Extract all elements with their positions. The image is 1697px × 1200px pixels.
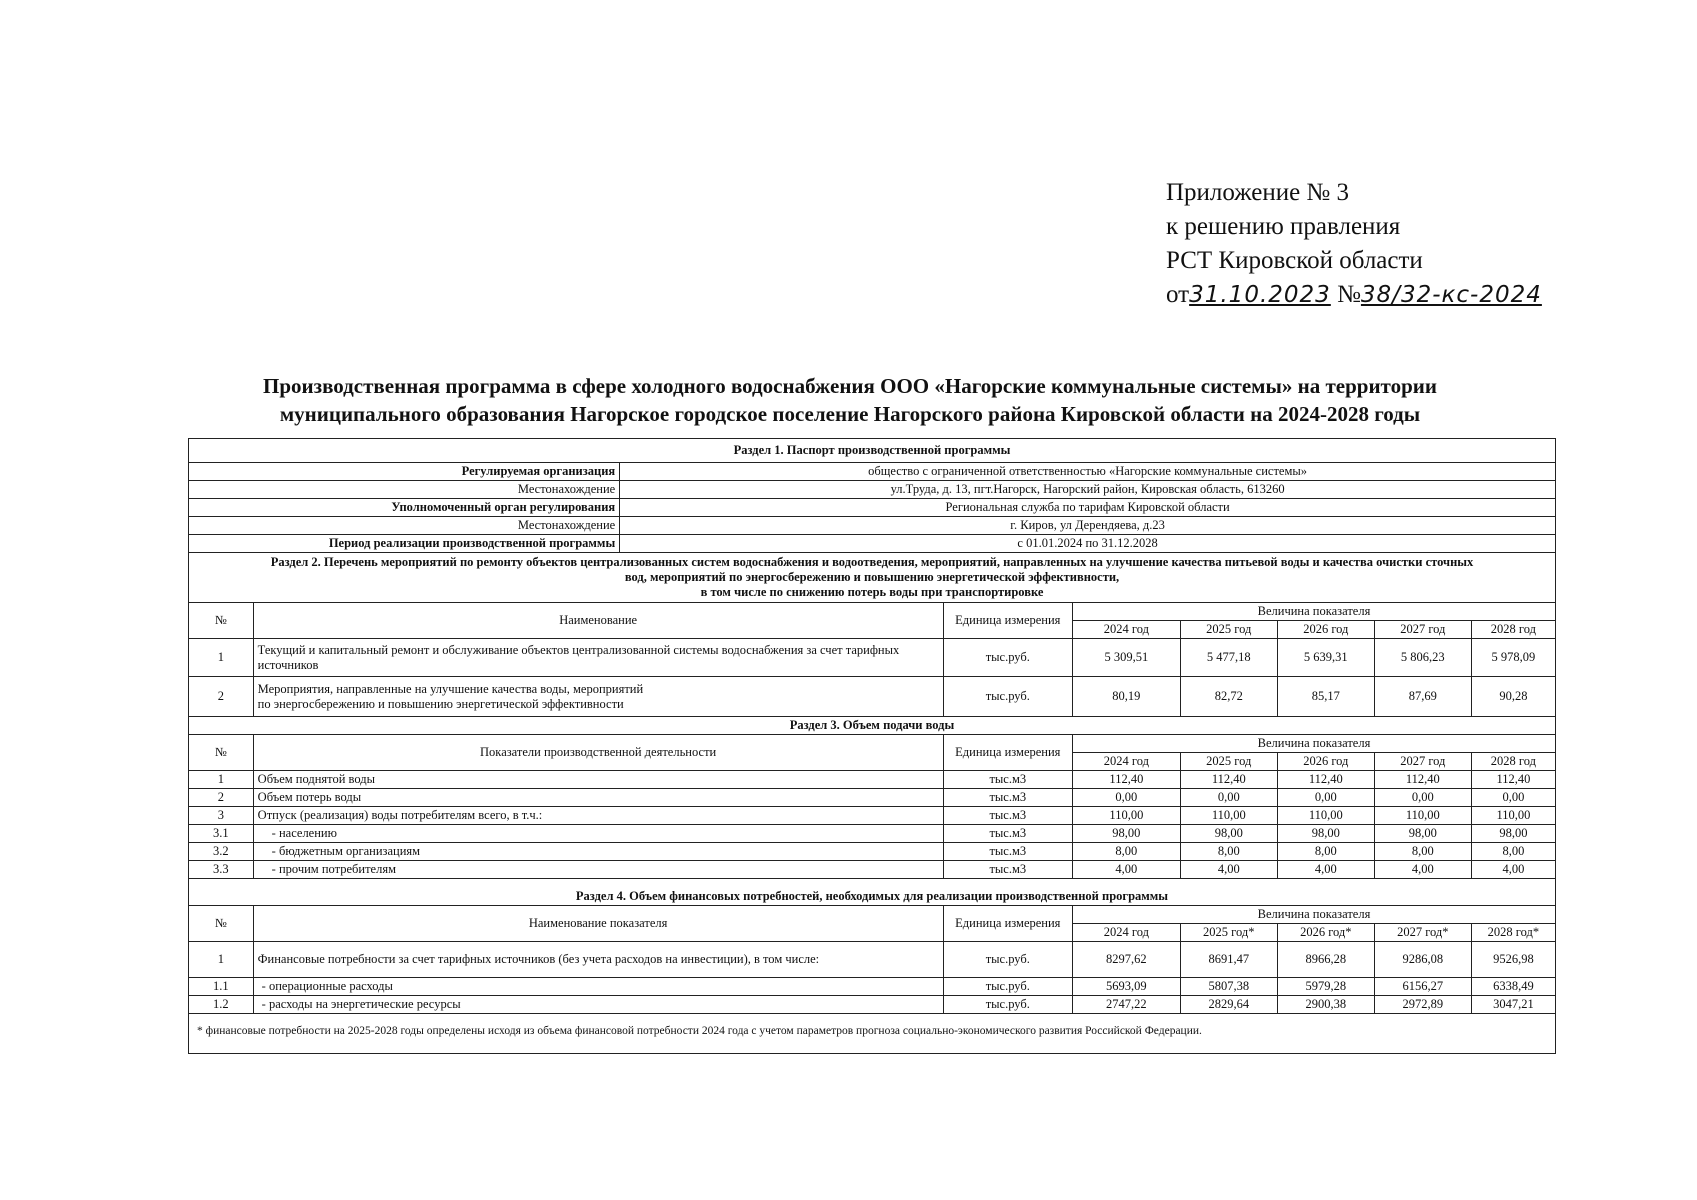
year-header: 2025 год: [1180, 621, 1277, 639]
row-value: 4,00: [1471, 861, 1555, 879]
year-header: 2026 год*: [1277, 924, 1374, 942]
row-value: 110,00: [1072, 807, 1180, 825]
row-no: 1: [189, 942, 254, 978]
col-value: Величина показателя: [1072, 906, 1555, 924]
col-no: №: [189, 603, 254, 639]
table-row: [189, 807, 1556, 825]
row-name: Объем поднятой воды: [253, 771, 943, 789]
row-unit: тыс.м3: [943, 825, 1072, 843]
row-value: 5 309,51: [1072, 639, 1180, 677]
row-value: 85,17: [1277, 677, 1374, 717]
row-value: 0,00: [1471, 789, 1555, 807]
year-header: 2027 год: [1374, 753, 1471, 771]
passport-label: Местонахождение: [189, 481, 620, 499]
section2-header-row: [189, 603, 1556, 621]
row-value: 98,00: [1374, 825, 1471, 843]
appendix-authority: РСТ Кировской области: [1166, 247, 1423, 274]
row-unit: тыс.руб.: [943, 996, 1072, 1014]
section2-heading-line2: вод, мероприятий по энергосбережению и повышению энергетической эффективности,: [624, 570, 1120, 584]
table-row: [189, 639, 1556, 677]
title-line-2: муниципального образования Нагорское городское поселение Нагорского района Кировской области на 2024-2028 годы: [279, 402, 1421, 426]
row-value: 98,00: [1277, 825, 1374, 843]
section4-header-row: [189, 906, 1556, 924]
row-name: Объем потерь воды: [253, 789, 943, 807]
row-value: 0,00: [1072, 789, 1180, 807]
passport-row: [189, 499, 1556, 517]
row-unit: тыс.м3: [943, 789, 1072, 807]
section2-heading-line1: Раздел 2. Перечень мероприятий по ремонту объектов централизованных систем водоснабжения и водоотведения, мероприятий, направленных на улучшение качества питьевой воды и качества очистки сточных: [270, 555, 1474, 569]
year-header: 2028 год*: [1471, 924, 1555, 942]
row-unit: тыс.руб.: [943, 978, 1072, 996]
row-value: 8966,28: [1277, 942, 1374, 978]
row-value: 5693,09: [1072, 978, 1180, 996]
section4-heading-row: [189, 879, 1556, 906]
table-row: [189, 996, 1556, 1014]
title-line-1: Производственная программа в сфере холодного водоснабжения ООО «Нагорские коммунальные системы» на территории: [263, 374, 1437, 398]
row-no: 3.1: [189, 825, 254, 843]
row-value: 87,69: [1374, 677, 1471, 717]
row-value: 2900,38: [1277, 996, 1374, 1014]
section3-heading-row: [189, 717, 1556, 735]
row-value: 6338,49: [1471, 978, 1555, 996]
row-value: 8,00: [1471, 843, 1555, 861]
passport-label: Уполномоченный орган регулирования: [189, 499, 620, 517]
row-value: 8,00: [1072, 843, 1180, 861]
table-row: [189, 978, 1556, 996]
year-header: 2026 год: [1277, 621, 1374, 639]
row-no: 1: [189, 639, 254, 677]
appendix-decision: к решению правления: [1166, 213, 1401, 240]
decision-number: 38/32-кс-2024: [1360, 282, 1542, 308]
row-no: 3.2: [189, 843, 254, 861]
year-header: 2026 год: [1277, 753, 1374, 771]
row-value: 0,00: [1180, 789, 1277, 807]
appendix-number: Приложение № 3: [1166, 179, 1350, 206]
appendix-block: [1166, 176, 1542, 312]
row-value: 4,00: [1277, 861, 1374, 879]
row-name: Отпуск (реализация) воды потребителям всего, в т.ч.:: [253, 807, 943, 825]
row-no: 3.3: [189, 861, 254, 879]
row-value: 6156,27: [1374, 978, 1471, 996]
passport-row: [189, 535, 1556, 553]
row-unit: тыс.м3: [943, 843, 1072, 861]
row-value: 0,00: [1374, 789, 1471, 807]
row-name: - бюджетным организациям: [253, 843, 943, 861]
row-value: 2829,64: [1180, 996, 1277, 1014]
section2-heading: [189, 553, 1556, 603]
row-value: 5 806,23: [1374, 639, 1471, 677]
row-value: 5 639,31: [1277, 639, 1374, 677]
decision-date: 31.10.2023: [1189, 282, 1331, 308]
row-name: - операционные расходы: [253, 978, 943, 996]
row-value: 4,00: [1072, 861, 1180, 879]
row-value: 8297,62: [1072, 942, 1180, 978]
table-row: [189, 825, 1556, 843]
year-header: 2028 год: [1471, 621, 1555, 639]
table-row: [189, 942, 1556, 978]
row-no: 1: [189, 771, 254, 789]
passport-value: общество с ограниченной ответственностью «Нагорские коммунальные системы»: [620, 463, 1556, 481]
document-title: [190, 372, 1510, 428]
year-header: 2027 год: [1374, 621, 1471, 639]
row-value: 2972,89: [1374, 996, 1471, 1014]
row-no: 2: [189, 677, 254, 717]
col-unit: Единица измерения: [943, 906, 1072, 942]
row-value: 112,40: [1180, 771, 1277, 789]
year-header: 2025 год*: [1180, 924, 1277, 942]
section4-heading: Раздел 4. Объем финансовых потребностей, необходимых для реализации производственной программы: [189, 879, 1556, 906]
row-value: 8,00: [1180, 843, 1277, 861]
section1-heading-row: [189, 439, 1556, 463]
section1-heading: Раздел 1. Паспорт производственной программы: [189, 439, 1556, 463]
passport-label: Период реализации производственной программы: [189, 535, 620, 553]
table-row: [189, 843, 1556, 861]
row-value: 5979,28: [1277, 978, 1374, 996]
passport-label: Регулируемая организация: [189, 463, 620, 481]
table-row: [189, 861, 1556, 879]
row-value: 98,00: [1180, 825, 1277, 843]
row-value: 9286,08: [1374, 942, 1471, 978]
program-table: [188, 438, 1556, 1054]
col-unit: Единица измерения: [943, 603, 1072, 639]
row-value: 2747,22: [1072, 996, 1180, 1014]
col-value: Величина показателя: [1072, 735, 1555, 753]
row-value: 0,00: [1277, 789, 1374, 807]
row-value: 110,00: [1277, 807, 1374, 825]
row-value: 4,00: [1374, 861, 1471, 879]
row-value: 112,40: [1471, 771, 1555, 789]
footnote-row: [189, 1014, 1556, 1054]
row-value: 5 477,18: [1180, 639, 1277, 677]
table-row: [189, 789, 1556, 807]
row-value: 8,00: [1277, 843, 1374, 861]
year-header: 2024 год: [1072, 924, 1180, 942]
passport-value: г. Киров, ул Дерендяева, д.23: [620, 517, 1556, 535]
col-no: №: [189, 906, 254, 942]
row-no: 3: [189, 807, 254, 825]
row-value: 8691,47: [1180, 942, 1277, 978]
row-unit: тыс.м3: [943, 861, 1072, 879]
col-name: Наименование: [253, 603, 943, 639]
passport-value: Региональная служба по тарифам Кировской области: [620, 499, 1556, 517]
table-row: [189, 771, 1556, 789]
row-name: Текущий и капитальный ремонт и обслуживание объектов централизованной системы водоснабжения за счет тарифных источников: [253, 639, 943, 677]
row-name: Финансовые потребности за счет тарифных источников (без учета расходов на инвестиции), в том числе:: [253, 942, 943, 978]
passport-row: [189, 463, 1556, 481]
date-prefix: от: [1166, 281, 1190, 308]
row-name-line2: по энергосбережению и повышению энергетической эффективности: [257, 696, 624, 711]
appendix-date-line: [1166, 278, 1542, 312]
col-unit: Единица измерения: [943, 735, 1072, 771]
col-name: Наименование показателя: [253, 906, 943, 942]
section3-heading: Раздел 3. Объем подачи воды: [189, 717, 1556, 735]
row-value: 82,72: [1180, 677, 1277, 717]
row-name: - расходы на энергетические ресурсы: [253, 996, 943, 1014]
row-name: - населению: [253, 825, 943, 843]
row-unit: тыс.м3: [943, 807, 1072, 825]
section2-heading-line3: в том числе по снижению потерь воды при транспортировке: [700, 585, 1044, 599]
number-prefix: №: [1337, 281, 1361, 308]
col-name: Показатели производственной деятельности: [253, 735, 943, 771]
section3-header-row: [189, 735, 1556, 753]
row-no: 2: [189, 789, 254, 807]
row-value: 8,00: [1374, 843, 1471, 861]
row-value: 98,00: [1471, 825, 1555, 843]
row-value: 3047,21: [1471, 996, 1555, 1014]
row-no: 1.1: [189, 978, 254, 996]
row-value: 110,00: [1374, 807, 1471, 825]
row-no: 1.2: [189, 996, 254, 1014]
row-value: 9526,98: [1471, 942, 1555, 978]
row-unit: тыс.руб.: [943, 639, 1072, 677]
row-value: 112,40: [1072, 771, 1180, 789]
col-no: №: [189, 735, 254, 771]
row-unit: тыс.м3: [943, 771, 1072, 789]
year-header: 2024 год: [1072, 621, 1180, 639]
year-header: 2028 год: [1471, 753, 1555, 771]
passport-row: [189, 481, 1556, 499]
row-name: - прочим потребителям: [253, 861, 943, 879]
year-header: 2027 год*: [1374, 924, 1471, 942]
row-value: 110,00: [1471, 807, 1555, 825]
passport-value: с 01.01.2024 по 31.12.2028: [620, 535, 1556, 553]
row-unit: тыс.руб.: [943, 677, 1072, 717]
row-value: 112,40: [1374, 771, 1471, 789]
passport-value: ул.Труда, д. 13, пгт.Нагорск, Нагорский район, Кировская область, 613260: [620, 481, 1556, 499]
row-value: 98,00: [1072, 825, 1180, 843]
row-value: 4,00: [1180, 861, 1277, 879]
passport-row: [189, 517, 1556, 535]
passport-label: Местонахождение: [189, 517, 620, 535]
row-value: 5807,38: [1180, 978, 1277, 996]
row-name-line1: Мероприятия, направленные на улучшение качества воды, мероприятий: [257, 681, 644, 696]
row-value: 90,28: [1471, 677, 1555, 717]
footnote: * финансовые потребности на 2025-2028 годы определены исходя из объема финансовой потребности 2024 года с учетом параметров прогноза социально-экономического развития Российской Федерации.: [189, 1014, 1556, 1054]
row-value: 80,19: [1072, 677, 1180, 717]
row-value: 5 978,09: [1471, 639, 1555, 677]
row-value: 110,00: [1180, 807, 1277, 825]
year-header: 2024 год: [1072, 753, 1180, 771]
row-name: [253, 677, 943, 717]
year-header: 2025 год: [1180, 753, 1277, 771]
row-unit: тыс.руб.: [943, 942, 1072, 978]
section2-heading-row: [189, 553, 1556, 603]
row-value: 112,40: [1277, 771, 1374, 789]
col-value: Величина показателя: [1072, 603, 1555, 621]
table-row: [189, 677, 1556, 717]
